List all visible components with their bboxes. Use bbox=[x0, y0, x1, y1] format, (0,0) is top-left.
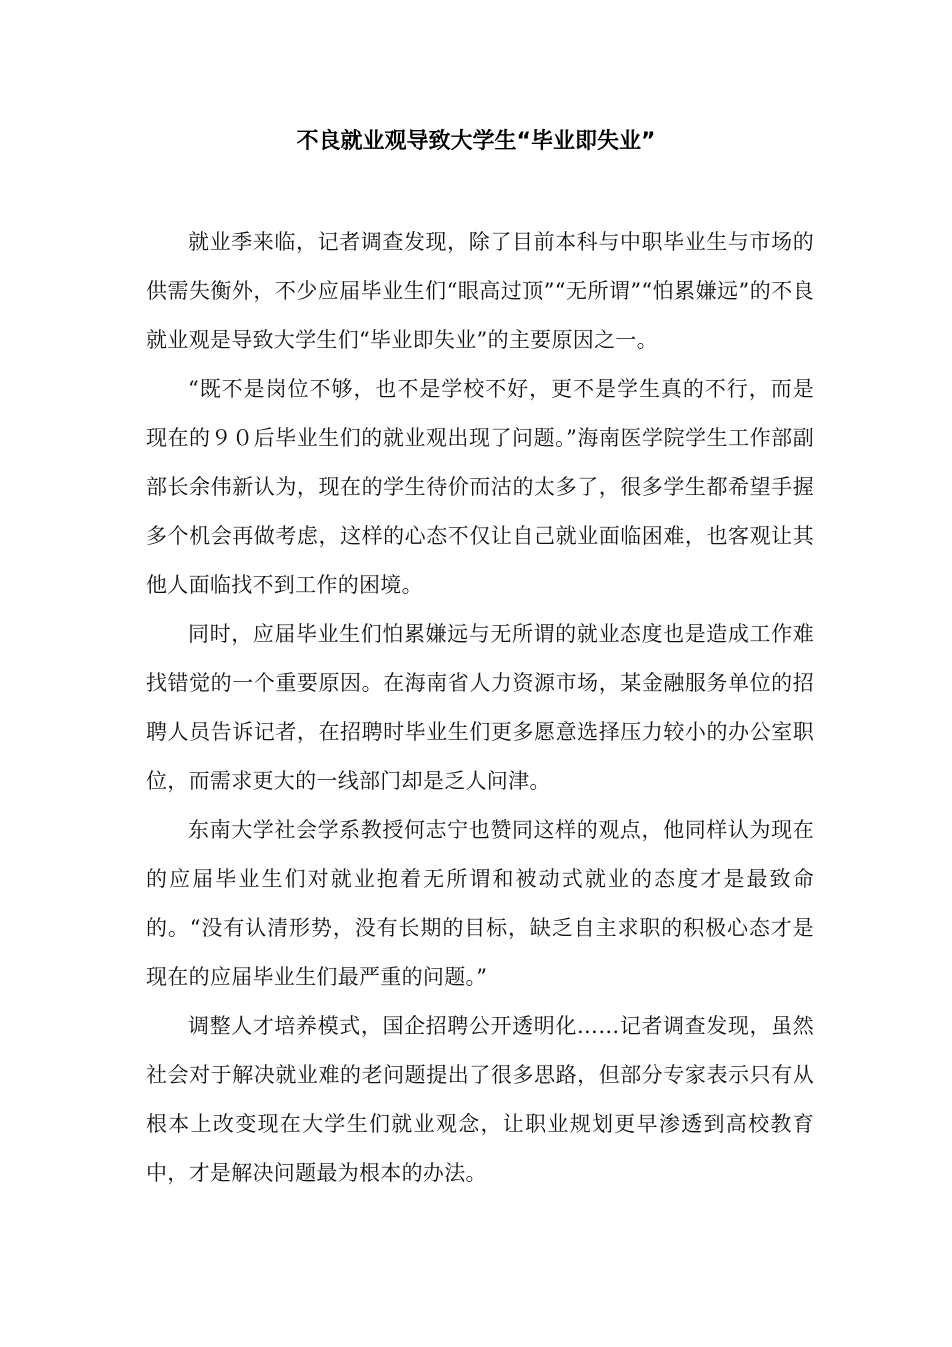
paragraph-3: 同时，应届毕业生们怕累嫌远与无所谓的就业态度也是造成工作难找错觉的一个重要原因。在海南省人力资源市场，某金融服务单位的招聘人员告诉记者，在招聘时毕业生们更多愿意选择压力较小的办公室职位，而需求更大的一线部门却是乏人问津。 bbox=[146, 622, 814, 793]
paragraph-2: “既不是岗位不够，也不是学校不好，更不是学生真的不行，而是现在的９０后毕业生们的就业观出现了问题。”海南医学院学生工作部副部长余伟新认为，现在的学生待价而沽的太多了，很多学生都希望手握多个机会再做考虑，这样的心态不仅让自己就业面临困难，也客观让其他人面临找不到工作的困境。 bbox=[146, 377, 814, 597]
paragraph-4: 东南大学社会学系教授何志宁也赞同这样的观点，他同样认为现在的应届毕业生们对就业抱着无所谓和被动式就业的态度才是最致命的。“没有认清形势，没有长期的目标，缺乏自主求职的积极心态才是现在的应届毕业生们最严重的问题。” bbox=[146, 818, 814, 989]
paragraph-1: 就业季来临，记者调查发现，除了目前本科与中职毕业生与市场的供需失衡外，不少应届毕业生们“眼高过顶”“无所谓”“怕累嫌远”的不良就业观是导致大学生们“毕业即失业”的主要原因之一。 bbox=[146, 230, 814, 352]
paragraph-5: 调整人才培养模式，国企招聘公开透明化……记者调查发现，虽然社会对于解决就业难的老问题提出了很多思路，但部分专家表示只有从根本上改变现在大学生们就业观念，让职业规划更早渗透到高校教育中，才是解决问题最为根本的办法。 bbox=[146, 1014, 814, 1185]
document-body bbox=[146, 218, 814, 1198]
document-title: 不良就业观导致大学生“毕业即失业” bbox=[296, 129, 656, 154]
